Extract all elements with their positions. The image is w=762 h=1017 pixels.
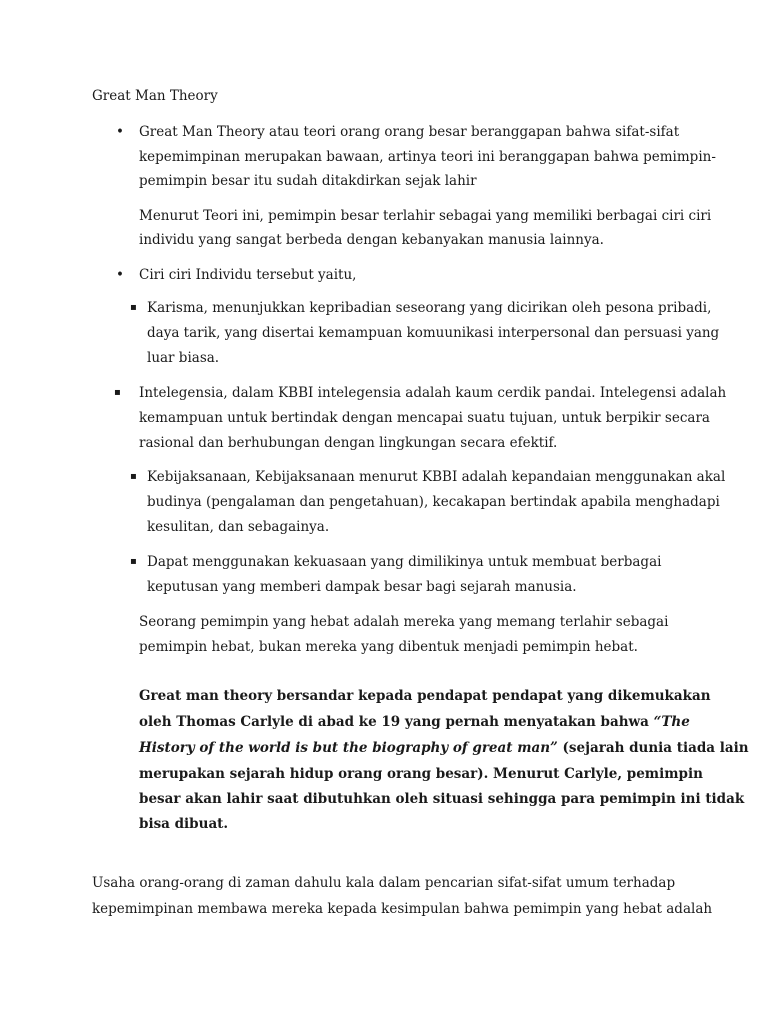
quote-line2-text: oleh Thomas Carlyle di abad ke 19 yang pernah menyatakan bahwa [139, 714, 654, 730]
sub2-line1: Intelegensia, dalam KBBI intelegensia adalah kaum cerdik pandai. Intelegensi adalah [139, 385, 727, 401]
item2-line1: Ciri ciri Individu tersebut yaitu, [139, 267, 357, 283]
sub1-line2: daya tarik, yang disertai kemampuan komuunikasi interpersonal dan persuasi yang [147, 325, 720, 341]
para1-line1: Menurut Teori ini, pemimpin besar terlahir sebagai yang memiliki berbagai ciri ciri [139, 208, 712, 224]
para3-line2: kepemimpinan membawa mereka kepada kesimpulan bahwa pemimpin yang hebat adalah [92, 901, 713, 917]
quote-line1: Great man theory bersandar kepada pendapat pendapat yang dikemukakan [139, 688, 711, 704]
sub2-line3: rasional dan berhubungan dengan lingkungan secara efektif. [139, 435, 558, 451]
quote-line4: merupakan sejarah hidup orang orang besar). Menurut Carlyle, pemimpin [139, 766, 703, 782]
item1-line1: Great Man Theory atau teori orang orang besar beranggapan bahwa sifat-sifat [139, 124, 680, 140]
sub4-line2: keputusan yang memberi dampak besar bagi sejarah manusia. [147, 579, 577, 595]
bullet-square: ▪ [130, 556, 137, 567]
document-title: Great Man Theory [92, 88, 218, 104]
sub4-line1: Dapat menggunakan kekuasaan yang dimilikinya untuk membuat berbagai [147, 554, 662, 570]
quote-line2 [139, 716, 690, 730]
quote-line2-italic: “The [653, 714, 690, 730]
bullet-square: ▪ [130, 302, 137, 313]
sub3-line2: budinya (pengalaman dan pengetahuan), kecakapan bertindak apabila menghadapi [147, 494, 720, 510]
quote-carlyle-citation: History of the world is but the biography of great man” [139, 740, 558, 756]
para3-line1: Usaha orang-orang di zaman dahulu kala dalam pencarian sifat-sifat umum terhadap [92, 875, 676, 891]
para1-line2: individu yang sangat berbeda dengan kebanyakan manusia lainnya. [139, 232, 604, 248]
bullet-square: ▪ [114, 387, 121, 398]
sub1-line1: Karisma, menunjukkan kepribadian seseorang yang dicirikan oleh pesona pribadi, [147, 300, 712, 316]
bullet-dot: • [116, 267, 124, 283]
sub3-line1: Kebijaksanaan, Kebijaksanaan menurut KBBI adalah kepandaian menggunakan akal [147, 469, 726, 485]
para2-line1: Seorang pemimpin yang hebat adalah mereka yang memang terlahir sebagai [139, 614, 669, 630]
quote-line6: bisa dibuat. [139, 816, 229, 832]
sub2-line2: kemampuan untuk bertindak dengan mencapai suatu tujuan, untuk berpikir secara [139, 410, 710, 426]
bullet-square: ▪ [130, 471, 137, 482]
sub1-line3: luar biasa. [147, 350, 220, 366]
para2-line2: pemimpin hebat, bukan mereka yang dibentuk menjadi pemimpin hebat. [139, 639, 638, 655]
quote-line3 [139, 742, 749, 756]
quote-line3-text: (sejarah dunia tiada lain [557, 740, 749, 756]
item1-line2: kepemimpinan merupakan bawaan, artinya teori ini beranggapan bahwa pemimpin- [139, 149, 716, 165]
bullet-dot: • [116, 124, 124, 140]
sub3-line3: kesulitan, dan sebagainya. [147, 519, 330, 535]
quote-line5: besar akan lahir saat dibutuhkan oleh situasi sehingga para pemimpin ini tidak [139, 791, 745, 807]
item1-line3: pemimpin besar itu sudah ditakdirkan sejak lahir [139, 173, 477, 189]
